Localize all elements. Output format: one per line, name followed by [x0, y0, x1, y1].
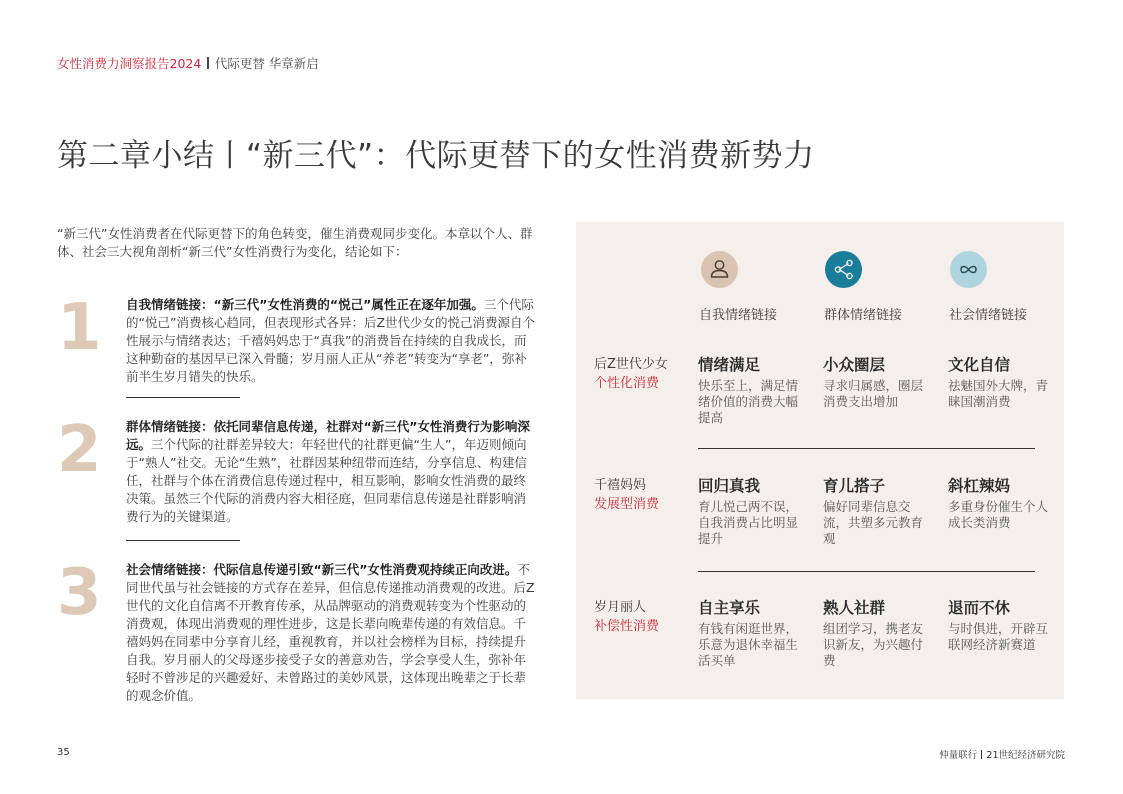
matrix-cell — [698, 597, 806, 669]
row-divider — [698, 448, 1035, 449]
section-body: 不同世代虽与社会链接的方式存在差异，但信息传递推动消费观的改进。后Z世代的文化自信离不开教育传承，从品牌驱动的消费观转变为个性驱动的消费观，体现出消费观的理性进步，这是长辈向晚辈传递的有效信息。千禧妈妈在同辈中分享育儿经，重视教育，并以社会榜样为目标，持续提升自我。岁月丽人的父母逐步接受子女的善意劝告，学会享受人生，弥补年轻时不曾涉足的兴趣爱好、未曾路过的美妙风景，这体现出晚辈之于长辈的观念价值。 — [126, 562, 535, 703]
section-lead: 自我情绪链接：“新三代”女性消费的“悦己”属性正在逐年加强。 — [126, 297, 484, 312]
matrix-cell — [948, 475, 1056, 531]
cell-title: 文化自信 — [948, 356, 1011, 374]
cell-desc: 祛魅国外大牌，青睐国潮消费 — [948, 378, 1049, 409]
matrix-cell — [948, 354, 1056, 410]
matrix-cell — [948, 597, 1056, 653]
cell-desc: 与时俱进，开辟互联网经济新赛道 — [948, 621, 1049, 652]
intro-paragraph: “新三代”女性消费者在代际更替下的角色转变，催生消费观同步变化。本章以个人、群体、社会三大视角剖析“新三代”女性消费行为变化，结论如下： — [57, 226, 533, 259]
generation-name: 千禧妈妈 — [594, 478, 647, 493]
cell-desc: 寻求归属感，圈层消费支出增加 — [823, 378, 924, 409]
column-header: 群体情绪链接 — [824, 308, 903, 323]
consumption-type: 个性化消费 — [594, 376, 660, 391]
cell-title: 斜杠辣妈 — [948, 477, 1011, 495]
header-divider — [207, 57, 209, 69]
cell-desc: 偏好同辈信息交流，共塑多元教育观 — [823, 499, 924, 546]
cell-desc: 组团学习，携老友识新友，为兴趣付费 — [823, 621, 924, 668]
report-subtitle: 代际更替 华章新启 — [214, 56, 319, 71]
consumption-type: 发展型消费 — [594, 497, 660, 512]
footer-divider — [981, 750, 982, 759]
section-number: 2 — [57, 413, 102, 487]
cell-title: 育儿搭子 — [823, 477, 886, 495]
page-title: 第二章小结丨“新三代”：代际更替下的女性消费新势力 — [57, 138, 815, 174]
generation-name: 岁月丽人 — [594, 600, 647, 615]
page-number: 35 — [57, 747, 70, 758]
section-number: 3 — [57, 556, 102, 630]
section-divider — [126, 540, 240, 541]
matrix-cell — [823, 354, 931, 410]
section-divider — [126, 397, 240, 398]
section-lead: 群体情绪链接：依托同辈信息传递，社群对“新三代”女性消费行为影响深远。 — [126, 419, 530, 452]
section-lead: 社会情绪链接：代际信息传递引致“新三代”女性消费观持续正向改进。 — [126, 562, 518, 577]
footer-orgs — [939, 747, 1065, 761]
footer-org-2: 21世纪经济研究院 — [986, 750, 1065, 761]
cell-title: 退而不休 — [948, 599, 1011, 617]
share-icon — [825, 251, 862, 288]
report-name: 女性消费力洞察报告2024 — [57, 56, 202, 71]
cell-title: 自主享乐 — [698, 599, 761, 617]
cell-title: 小众圈层 — [823, 356, 886, 374]
person-icon — [701, 251, 738, 288]
cell-desc: 育儿悦己两不误，自我消费占比明显提升 — [698, 499, 799, 546]
column-header: 自我情绪链接 — [699, 308, 778, 323]
matrix-cell — [823, 475, 931, 547]
consumption-type: 补偿性消费 — [594, 619, 660, 634]
section-text — [126, 561, 536, 705]
cell-desc: 快乐至上，满足情绪价值的消费大幅提高 — [698, 378, 799, 425]
matrix-cell — [698, 475, 806, 547]
column-header: 社会情绪链接 — [949, 308, 1028, 323]
cell-title: 回归真我 — [698, 477, 761, 495]
section-body: 三个代际的“悦己”消费核心趋同，但表现形式各异：后Z世代少女的悦己消费源自个性展示与情绪表达；千禧妈妈忠于“真我”的消费旨在持续的自我成长，而这种勤奋的基因早已深入骨髓；岁月丽人正从“养老”转变为“享老”，弥补前半生岁月错失的快乐。 — [126, 297, 536, 384]
infinity-icon — [950, 251, 987, 288]
row-divider — [698, 571, 1035, 572]
row-label — [594, 476, 659, 514]
matrix-cell — [823, 597, 931, 669]
cell-desc: 有钱有闲逛世界，乐意为退休幸福生活买单 — [698, 621, 799, 668]
generation-name: 后Z世代少女 — [594, 357, 668, 372]
section-number: 1 — [57, 291, 102, 365]
section-text — [126, 418, 536, 526]
footer-org-1: 仲量联行 — [939, 750, 978, 761]
cell-title: 情绪满足 — [698, 356, 761, 374]
row-label — [594, 598, 659, 636]
report-header — [57, 55, 319, 73]
cell-desc: 多重身份催生个人成长类消费 — [948, 499, 1049, 530]
cell-title: 熟人社群 — [823, 599, 886, 617]
section-body: 三个代际的社群差异较大：年轻世代的社群更偏“生人”，年迈则倾向于“熟人”社交。无论“生熟”，社群因某种纽带而连结，分享信息、构建信任，社群与个体在消费信息传递过程中，相互影响，影响女性消费的最终决策。虽然三个代际的消费内容大相径庭，但同辈信息传递是社群影响消费行为的关键渠道。 — [126, 437, 527, 524]
row-label — [594, 355, 668, 393]
matrix-cell — [698, 354, 806, 426]
section-text — [126, 296, 536, 386]
